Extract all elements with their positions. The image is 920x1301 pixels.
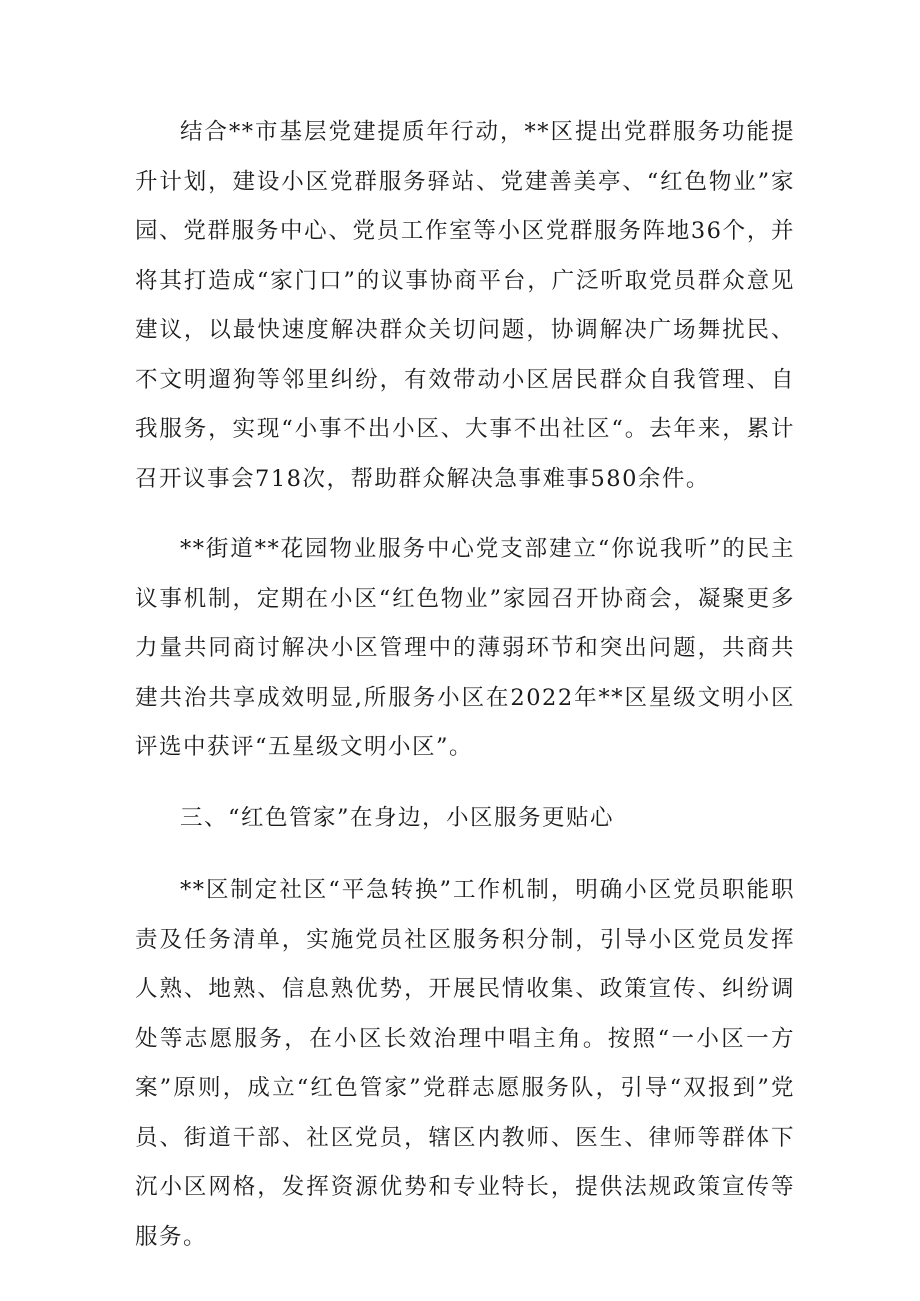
paragraph-community-mechanism: **区制定社区“平急转换”工作机制，明确小区党员职能职责及任务清单，实施党员社区服务积分制，引导小区党员发挥人熟、地熟、信息熟优势，开展民情收集、政策宣传、纠纷调处等志愿服务，在小区长效治理中唱主角。按照“一小区一方案”原则，成立“红色管家”党群志愿服务队，引导“双报到”党员、街道干部、社区党员，辖区内教师、医生、律师等群体下沉小区网格，发挥资源优势和专业特长，提供法规政策宣传等服务。 (135, 877, 795, 1250)
document-body (135, 108, 795, 1262)
paragraph-party-service-plan: 结合**市基层党建提质年行动，**区提出党群服务功能提升计划，建设小区党群服务驿站、党建善美亭、“红色物业”家园、党群服务中心、党员工作室等小区党群服务阵地36个，并将其打造成“家门口”的议事协商平台，广泛听取党员群众意见建议，以最快速度解决群众关切问题，协调解决广场舞扰民、不文明遛狗等邻里纠纷，有效带动小区居民群众自我管理、自我服务，实现“小事不出小区、大事不出社区“。去年来，累计召开议事会718次，帮助群众解决急事难事580余件。 (135, 119, 795, 492)
section-heading-red-steward: 三、“红色管家”在身边，小区服务更贴心 (180, 804, 615, 831)
paragraph-street-property-center: **街道**花园物业服务中心党支部建立“你说我听”的民主议事机制，定期在小区“红色物业”家园召开协商会，凝聚更多力量共同商讨解决小区管理中的薄弱环节和突出问题，共商共建共治共享成效明显,所服务小区在2022年**区星级文明小区评选中获评“五星级文明小区”。 (135, 536, 795, 760)
